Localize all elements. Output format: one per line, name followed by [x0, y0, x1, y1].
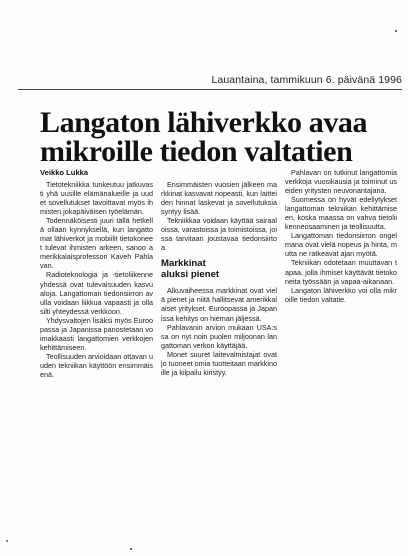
paragraph: Monet suuret laitevalmistajat ovat jo tuoneet omia tuotteitaan markkinoille ja kilpailu kiristyy.	[161, 349, 277, 377]
subheading-line-1: Markkinat	[161, 258, 206, 270]
subheading-line-2: aluksi pienet	[161, 269, 220, 281]
subheading	[161, 258, 277, 280]
paragraph: Suomessa on hyvät edellytykset langattoman tekniikan kehittämiseen, koska maassa on vahva tietoliikenneosaaminen ja teollisuutta.	[285, 195, 397, 232]
column-3	[285, 168, 397, 552]
paragraph: Radioteknologia ja -tietoliikenne yhdessä ovat tulevaisuuden kasvualoja. Langattoman tiedonsiirron avulla voidaan liikkua vapaasti ja olla silti yhteydessä verkkoon.	[40, 270, 153, 316]
headline-line-1: Langaton lähiverkko avaa	[40, 106, 368, 139]
paragraph: Langattoman tiedonsiirron ongelmana ovat vielä nopeus ja hinta, mutta ne ratkeavat ajan myötä.	[285, 231, 397, 259]
date-line: Lauantaina, tammikuun 6. päivänä 1996	[211, 74, 402, 86]
paragraph: Pahlavanin arvion mukaan USA:ssa on nyt noin puolen miljoonan langattoman verkon käyttäjää.	[161, 322, 277, 350]
paragraph: Todennäköisesti juuri tällä hetkellä ollaan kynnyksellä, kun langattomat lähiverkot ja mobiilit tietokoneet tulevat ihmisten arkeen, sanoo amerikkalaisprofessori Kaveh Pahlavan.	[40, 216, 153, 271]
paragraph: Tekniikkaa voidaan käyttää sairaaloissa, varastoissa ja toimistoissa, joissa tarvitaan joustavaa tiedonsiirtoa.	[161, 216, 277, 253]
paragraph: Tietotekniikka tunkeutuu jatkuvasti yhä uusille elämänalueille ja uudet sovellutukset tavoittavat myös ihmisten jokapäiväisen työelämän.	[40, 180, 153, 217]
paragraph: Pahlavan on tutkinut langattomia verkkoja vuosikausia ja toiminut useiden yritysten neuvonantajana.	[285, 168, 397, 196]
scan-speck	[395, 30, 397, 32]
paragraph: Langaton lähiverkko voi olla mikroille tiedon valtatie.	[285, 285, 397, 304]
paragraph: Yhdysvaltojen lisäksi myös Euroopassa ja Japanissa panostetaan voimakkaasti langattomien verkkojen kehittämiseen.	[40, 315, 153, 352]
column-1	[40, 180, 153, 552]
scan-speck	[130, 548, 132, 550]
paragraph: Ensimmäisten vuosien jälkeen markkinat kasvavat nopeasti, kun laitteiden hinnat laskevat ja sovellutuksia syntyy lisää.	[161, 180, 277, 217]
scan-speck	[6, 540, 8, 542]
header-rule	[18, 89, 402, 90]
byline: Veikko Lukka	[40, 168, 89, 177]
headline-line-2: mikroille tiedon valtatien	[40, 135, 353, 168]
headline	[40, 108, 406, 166]
column-2	[161, 180, 277, 552]
paragraph: Tekniikan odotetaan muuttavan tapaa, jolla ihmiset käyttävät tietokoneita työssään ja vapaa-aikanaan.	[285, 258, 397, 286]
paragraph: Alkuvaiheessa markkinat ovat vielä pienet ja niitä hallitsevat amerikkalaiset yritykset. Euroopassa ja Japanissa kehitys on hieman jäljessä.	[161, 286, 277, 323]
paragraph: Teollisuuden arvioidaan ottavan uuden tekniikan käyttöön ensimmäisenä.	[40, 351, 153, 379]
